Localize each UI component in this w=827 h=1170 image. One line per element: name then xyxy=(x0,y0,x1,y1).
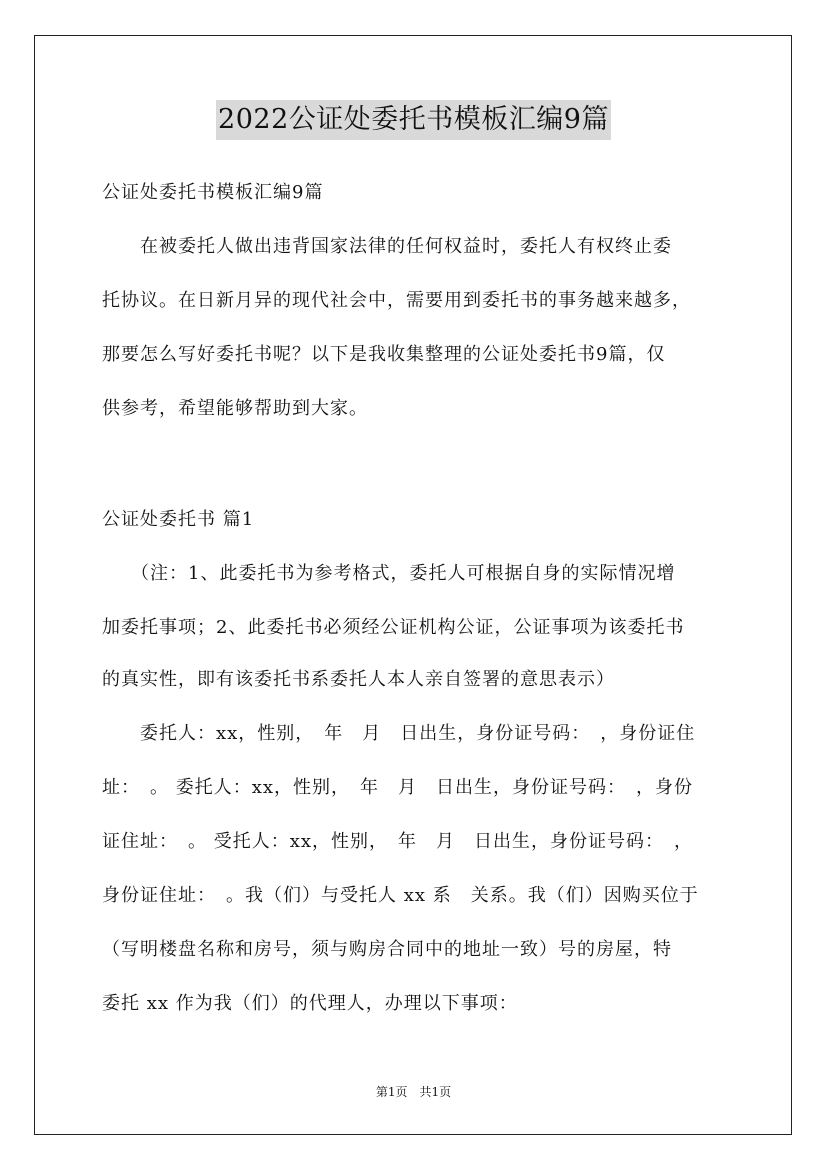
page-number-footer: 第1页 共1页 xyxy=(375,1085,452,1099)
body-line-2: 址： 。 委托人：xx，性别， 年 月 日出生，身份证号码： ，身份 xyxy=(102,777,694,798)
document-title: 2022公证处委托书模板汇编9篇 xyxy=(216,100,611,140)
body-line-4: 身份证住址： 。我（们）与受托人 xx 系 关系。我（们）因购买位于 xyxy=(102,885,699,906)
body-line-1: 委托人：xx，性别， 年 月 日出生，身份证号码： ，身份证住 xyxy=(102,723,696,744)
intro-line-1: 在被委托人做出违背国家法律的任何权益时，委托人有权终止委 xyxy=(102,236,672,257)
body-line-5: （写明楼盘名称和房号，须与购房合同中的地址一致）号的房屋，特 xyxy=(102,939,672,960)
note-line-2: 加委托事项；2、此委托书必须经公证机构公证，公证事项为该委托书 xyxy=(102,617,685,638)
intro-line-2: 托协议。在日新月异的现代社会中，需要用到委托书的事务越来越多， xyxy=(102,290,691,311)
document-subtitle: 公证处委托书模板汇编9篇 xyxy=(102,182,324,203)
body-line-6: 委托 xx 作为我（们）的代理人，办理以下事项： xyxy=(102,993,518,1014)
intro-line-3: 那要怎么写好委托书呢？以下是我收集整理的公证处委托书9篇，仅 xyxy=(102,344,666,365)
section-heading: 公证处委托书 篇1 xyxy=(102,509,255,530)
intro-line-4: 供参考，希望能够帮助到大家。 xyxy=(102,398,368,419)
title-container xyxy=(0,100,827,140)
note-line-1: （注：1、此委托书为参考格式，委托人可根据自身的实际情况增 xyxy=(102,563,676,584)
note-line-3: 的真实性，即有该委托书系委托人本人亲自签署的意思表示） xyxy=(102,669,615,690)
body-line-3: 证住址： 。 受托人：xx，性别， 年 月 日出生，身份证号码： ， xyxy=(102,831,694,852)
